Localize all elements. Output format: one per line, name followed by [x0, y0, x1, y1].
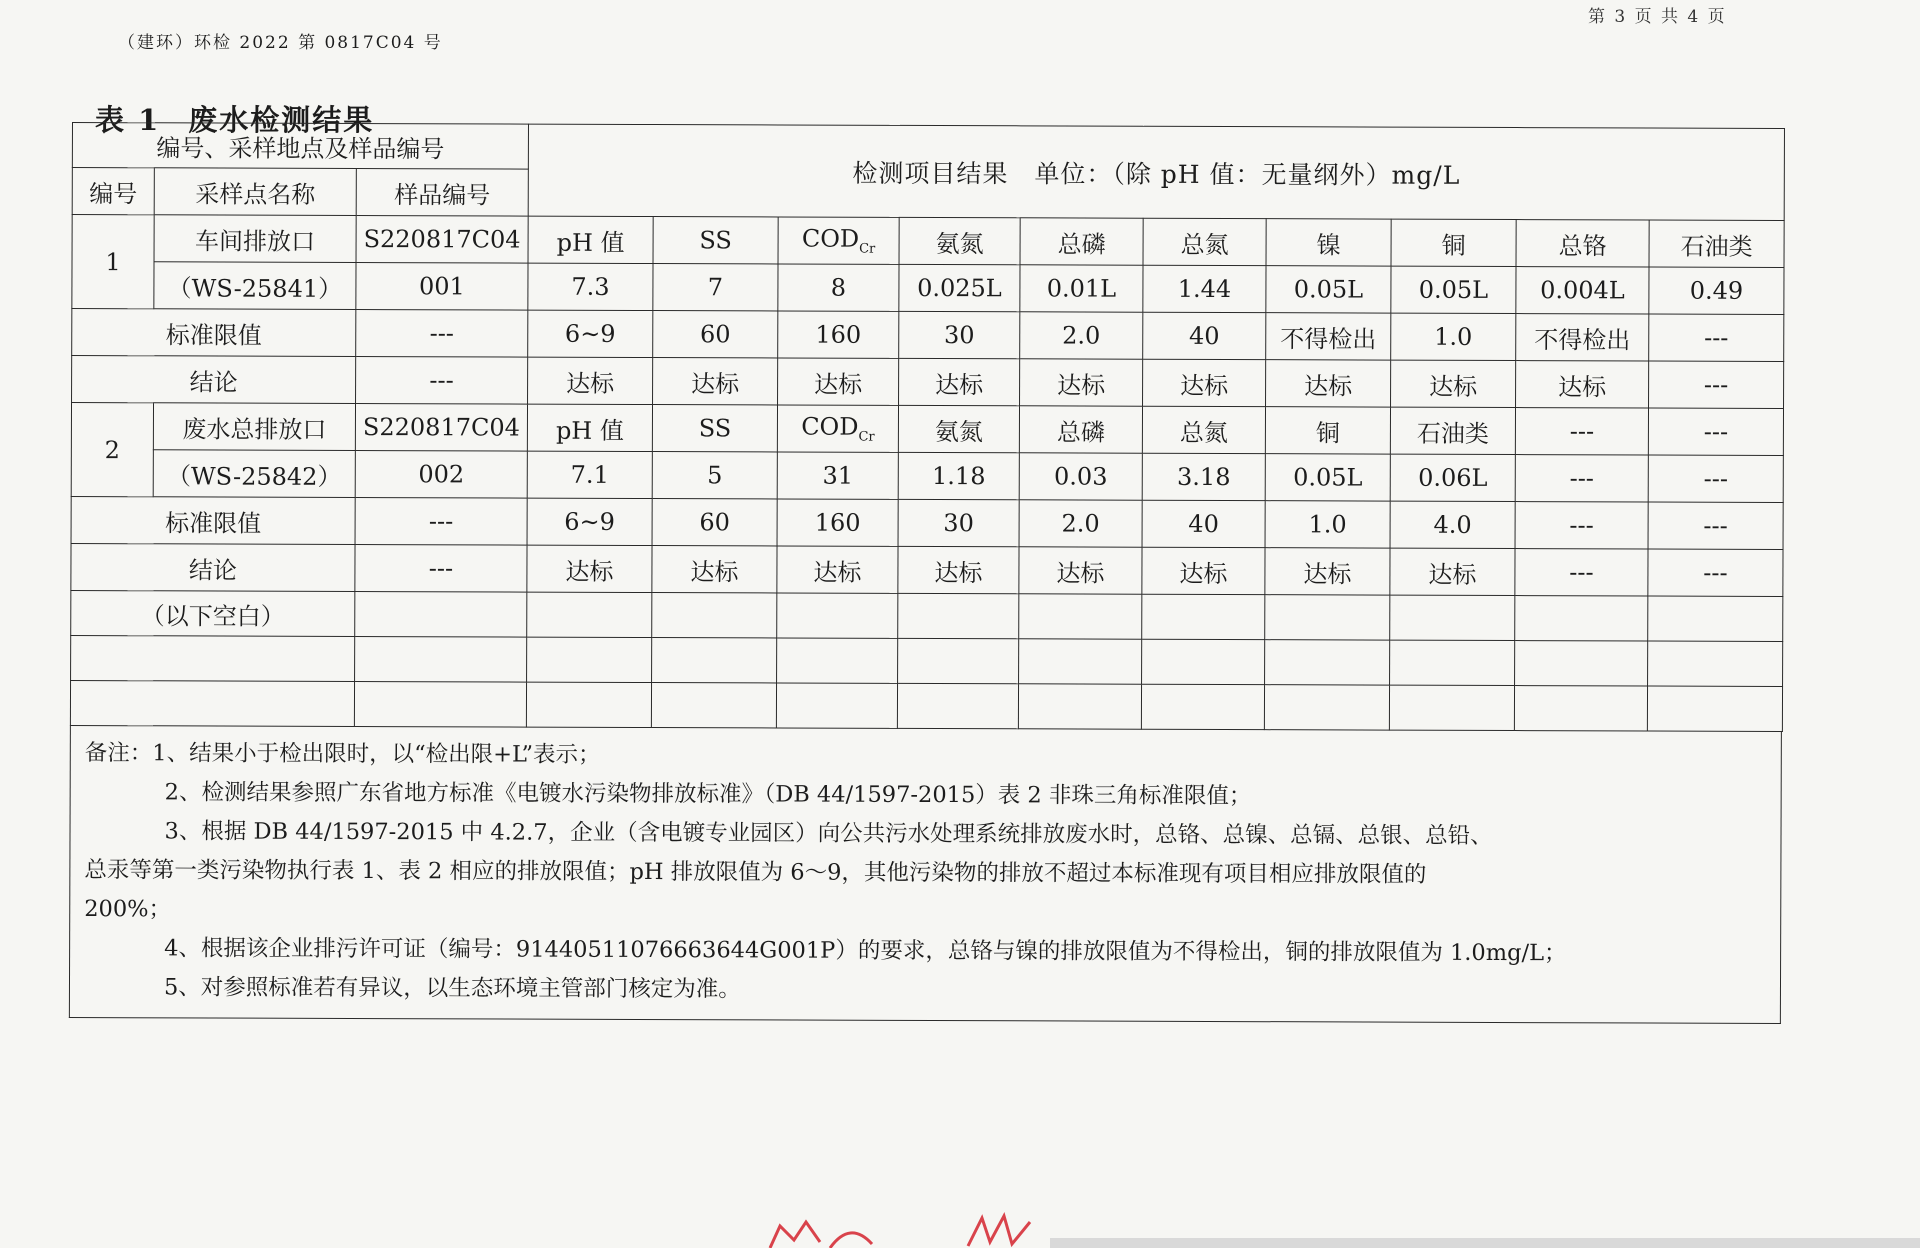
conclusion-sample-cell: ---: [356, 356, 528, 404]
limit-cell: 4.0: [1390, 501, 1515, 548]
report-number: （建环）环检 2022 第 0817C04 号: [118, 33, 443, 53]
item-cell: SS: [652, 405, 777, 452]
col-header-site: 采样点名称: [154, 168, 356, 216]
table-row: [72, 215, 1784, 268]
conclusion-cell: 达标: [1516, 361, 1649, 408]
limit-cell: 60: [653, 311, 778, 358]
item-cell: 铜: [1391, 219, 1516, 266]
value-cell: 1.18: [898, 452, 1019, 499]
table-row: [71, 403, 1783, 456]
limit-cell: 2.0: [1019, 500, 1142, 547]
sample-number-suffix: 001: [356, 262, 528, 310]
sample-number: S220817C04: [356, 215, 528, 263]
value-cell: 31: [777, 452, 898, 499]
limit-cell: 1.0: [1391, 313, 1516, 360]
value-cell: 0.004L: [1516, 267, 1649, 314]
wastewater-results-table: [70, 122, 1785, 732]
sample-id: 2: [71, 403, 153, 497]
conclusion-cell: 达标: [1390, 548, 1515, 595]
cod-subscript: Cr: [859, 241, 876, 257]
item-cell: 总磷: [1019, 406, 1142, 453]
limit-cell: 30: [899, 311, 1020, 358]
limit-cell: 2.0: [1020, 312, 1143, 359]
limit-cell: ---: [1648, 502, 1783, 549]
table-row: [72, 309, 1784, 362]
sample-site-name: 车间排放口: [154, 215, 356, 263]
remark-line: 备注：1、结果小于检出限时，以“检出限+L”表示；: [84, 740, 601, 768]
red-stamp-fragment: [760, 1212, 900, 1248]
conclusion-cell: 达标: [778, 358, 899, 405]
table-row: [71, 449, 1783, 502]
conclusion-cell: 达标: [1391, 360, 1516, 407]
value-cell: 0.06L: [1390, 454, 1515, 501]
limit-cell: 不得检出: [1266, 313, 1391, 360]
item-cell: [778, 217, 899, 264]
value-cell: 0.01L: [1020, 265, 1143, 312]
remark-line: 总汞等第一类污染物执行表 1、表 2 相应的排放限值；pH 排放限值为 6～9，其他污染物的排放不超过本标准现有项目相应排放限值的: [84, 857, 1427, 888]
page-number: 第 3 页 共 4 页: [1588, 7, 1727, 27]
limit-cell: 30: [898, 499, 1019, 546]
conclusion-cell: 达标: [1020, 359, 1143, 406]
value-cell: 3.18: [1142, 453, 1265, 500]
limit-cell: 不得检出: [1516, 314, 1649, 361]
remark-line: 200%；: [84, 896, 172, 923]
limit-cell: 6~9: [528, 310, 653, 357]
cod-subscript: Cr: [858, 429, 875, 445]
conclusion-cell: 达标: [527, 545, 652, 592]
sample-site-code: （WS-25842）: [153, 450, 355, 498]
results-sheet: [69, 122, 1784, 1024]
group-header: 编号、采样地点及样品编号: [72, 123, 528, 170]
table-number: 表 1: [95, 103, 161, 137]
remark-line: 3、根据 DB 44/1597-2015 中 4.2.7，企业（含电镀专业园区）向公共污水处理系统排放废水时，总铬、总镍、总镉、总银、总铅、: [164, 818, 1493, 849]
item-cell: 石油类: [1390, 407, 1515, 454]
conclusion-cell: 达标: [652, 546, 777, 593]
table-row: [72, 262, 1784, 315]
scan-edge-shadow: [1050, 1238, 1920, 1248]
remark-line: 4、根据该企业排污许可证（编号：91440511076663644G001P）的要求，总铬与镍的排放限值为不得检出，铜的排放限值为 1.0mg/L；: [164, 935, 1567, 967]
conclusion-label: 结论: [72, 356, 356, 404]
conclusion-cell: 达标: [1266, 360, 1391, 407]
red-signature-fragment: [960, 1212, 1050, 1248]
table-row: [71, 590, 1783, 641]
conclusion-sample-cell: ---: [355, 544, 527, 592]
conclusion-cell: ---: [1648, 549, 1783, 596]
limit-cell: 160: [778, 311, 899, 358]
value-cell: 8: [778, 264, 899, 311]
value-cell: 7: [653, 264, 778, 311]
conclusion-cell: ---: [1515, 549, 1648, 596]
item-cell: 总磷: [1020, 218, 1143, 265]
item-cell: SS: [653, 217, 778, 264]
conclusion-cell: 达标: [653, 358, 778, 405]
col-header-id: 编号: [72, 168, 154, 215]
value-cell: ---: [1515, 455, 1648, 502]
item-cell: 镍: [1266, 219, 1391, 266]
item-cell: ---: [1515, 408, 1648, 455]
value-cell: 0.025L: [899, 264, 1020, 311]
item-cell: pH 值: [527, 404, 652, 451]
table-row: [70, 680, 1782, 731]
limit-cell: 40: [1143, 312, 1266, 359]
table-row: [71, 543, 1783, 596]
value-cell: 0.05L: [1391, 266, 1516, 313]
test-items-header: 检测项目结果 单位：（除 pH 值：无量纲外）mg/L: [528, 124, 1784, 220]
conclusion-cell: 达标: [777, 546, 898, 593]
item-cell: [777, 405, 898, 452]
conclusion-cell: ---: [1649, 361, 1784, 408]
conclusion-label: 结论: [71, 543, 355, 591]
sample-site-code: （WS-25841）: [154, 262, 356, 310]
value-cell: 7.1: [527, 451, 652, 498]
item-cod: COD: [801, 224, 860, 253]
item-cell: 总氮: [1143, 218, 1266, 265]
sample-site-name: 废水总排放口: [153, 403, 355, 451]
value-cell: 0.49: [1649, 267, 1784, 314]
col-header-sample-no: 样品编号: [356, 168, 528, 216]
value-cell: 7.3: [528, 263, 653, 310]
item-cod: COD: [801, 412, 859, 441]
item-cell: 总铬: [1516, 220, 1649, 267]
item-cell: 氨氮: [898, 405, 1019, 452]
limit-label: 标准限值: [71, 496, 355, 544]
remark-line: 2、检测结果参照广东省地方标准《电镀水污染物排放标准》（DB 44/1597-2015）表 2 非珠三角标准限值；: [164, 779, 1252, 810]
value-cell: 5: [652, 452, 777, 499]
value-cell: 0.03: [1019, 453, 1142, 500]
table-row: [71, 635, 1783, 686]
item-cell: 石油类: [1649, 220, 1784, 267]
value-cell: ---: [1648, 455, 1783, 502]
item-cell: 总氮: [1142, 406, 1265, 453]
conclusion-cell: 达标: [1265, 548, 1390, 595]
item-cell: 铜: [1265, 407, 1390, 454]
limit-sample-cell: ---: [356, 309, 528, 357]
limit-label: 标准限值: [72, 309, 356, 357]
limit-cell: 60: [652, 499, 777, 546]
limit-cell: 6~9: [527, 498, 652, 545]
conclusion-cell: 达标: [899, 358, 1020, 405]
conclusion-cell: 达标: [1143, 359, 1266, 406]
conclusion-cell: 达标: [1019, 547, 1142, 594]
conclusion-cell: 达标: [528, 357, 653, 404]
sample-number-suffix: 002: [355, 450, 527, 498]
remarks-box: [69, 726, 1782, 1024]
limit-cell: 160: [777, 499, 898, 546]
table-caption: 废水检测结果: [188, 103, 375, 137]
sample-id: 1: [72, 215, 154, 309]
value-cell: 0.05L: [1265, 454, 1390, 501]
remark-line: 5、对参照标准若有异议，以生态环境主管部门核定为准。: [163, 974, 741, 1003]
limit-cell: ---: [1515, 502, 1648, 549]
value-cell: 0.05L: [1266, 266, 1391, 313]
limit-cell: 1.0: [1265, 501, 1390, 548]
value-cell: 1.44: [1143, 265, 1266, 312]
conclusion-cell: 达标: [1142, 547, 1265, 594]
limit-cell: ---: [1649, 314, 1784, 361]
limit-sample-cell: ---: [355, 497, 527, 545]
item-cell: ---: [1648, 408, 1783, 455]
table-row: [71, 496, 1783, 549]
limit-cell: 40: [1142, 500, 1265, 547]
table-row: [72, 356, 1784, 409]
conclusion-cell: 达标: [898, 546, 1019, 593]
item-cell: pH 值: [528, 216, 653, 263]
sample-number: S220817C04: [355, 403, 527, 451]
blank-below-label: （以下空白）: [71, 590, 355, 636]
item-cell: 氨氮: [899, 217, 1020, 264]
